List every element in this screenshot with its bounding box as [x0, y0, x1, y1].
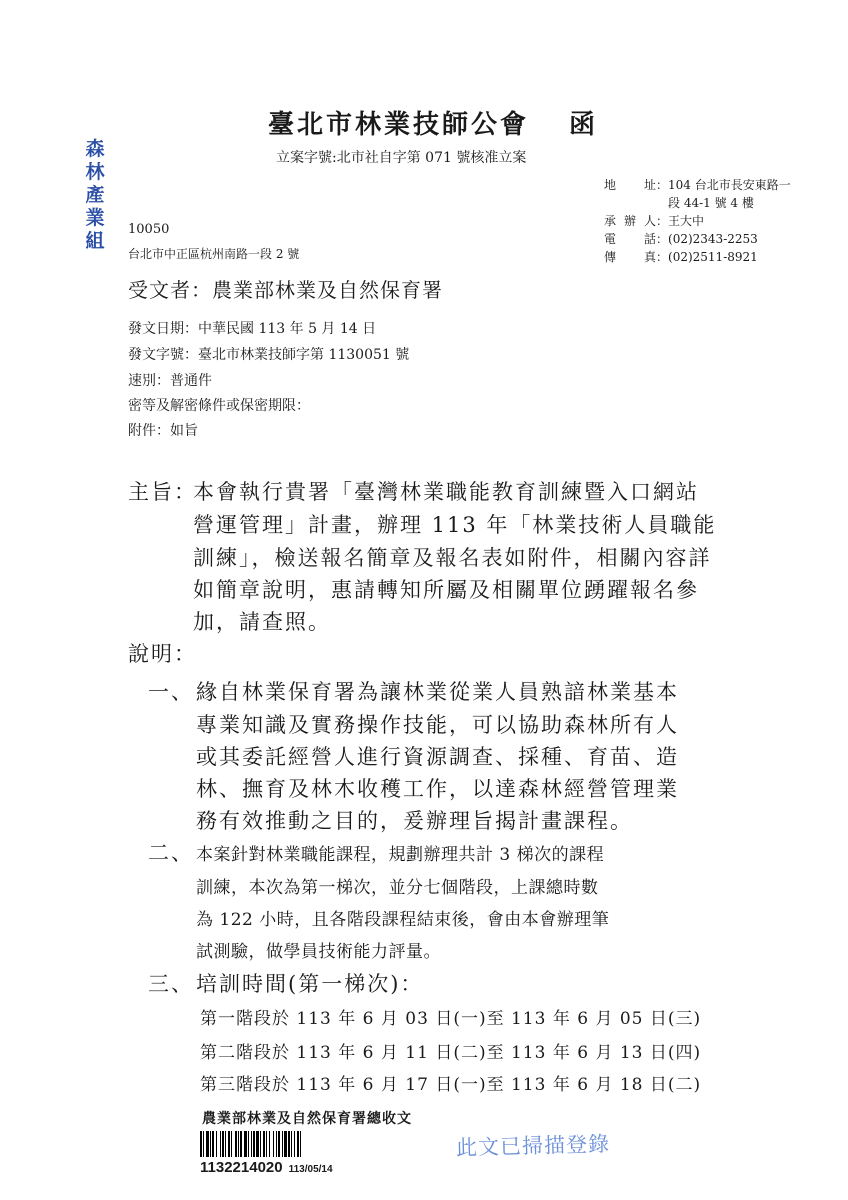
contact-row: 段 44-1 號 4 樓	[668, 196, 754, 210]
subject-line: 本會執行貴署「臺灣林業職能教育訓練暨入口網站	[193, 480, 699, 504]
item-line: 務有效推動之目的，爰辦理旨揭計畫課程。	[196, 809, 633, 833]
item-line: 或其委託經營人進行資源調查、採種、育苗、造	[196, 745, 679, 769]
subject-label: 主旨：	[128, 480, 197, 504]
subject-line: 訓練」，檢送報名簡章及報名表如附件，相關內容詳	[193, 546, 712, 570]
attachment: 附件：如旨	[128, 423, 198, 439]
subject-line: 營運管理」計畫，辦理 113 年「林業技術人員職能	[193, 513, 717, 537]
barcode	[200, 1131, 416, 1157]
contact-row: 電 話 ： (02)2343-2253	[604, 232, 758, 246]
receipt-number: 1132214020	[200, 1159, 283, 1176]
item-line: 訓練，本次為第一梯次，並分七個階段，上課總時數	[196, 878, 599, 898]
item-line: 林、撫育及林木收穫工作，以達森林經營管理業	[196, 777, 679, 801]
contact-row: 地 址 ： 104 台北市長安東路一	[604, 178, 791, 192]
issue-date: 發文日期：中華民國 113 年 5 月 14 日	[128, 321, 377, 337]
item-line: 本案針對林業職能課程，規劃辦理共計 3 梯次的課程	[196, 845, 605, 865]
scanned-note: 此文已掃描登錄	[455, 1131, 611, 1161]
receipt-number-line	[200, 1159, 416, 1176]
item-line: 試測驗，做學員技術能力評量。	[196, 942, 441, 962]
speed-class: 速別：普通件	[128, 373, 212, 389]
contact-row: 承辦人 ： 王大中	[604, 214, 705, 228]
receipt-heading: 農業部林業及自然保育署總收文	[202, 1111, 412, 1127]
contact-block	[604, 176, 791, 266]
recipient: 受文者：農業部林業及自然保育署	[128, 278, 443, 302]
explanation-label: 說明：	[128, 642, 197, 666]
schedule-line: 第三階段於 113 年 6 月 17 日(一)至 113 年 6 月 18 日(二)	[200, 1075, 702, 1095]
item-number: 二、	[148, 841, 194, 865]
item-line: 為 122 小時，且各階段課程結束後，會由本會辦理筆	[196, 910, 610, 930]
schedule-line: 第一階段於 113 年 6 月 03 日(一)至 113 年 6 月 05 日(三)	[200, 1009, 702, 1029]
schedule-line: 第二階段於 113 年 6 月 11 日(二)至 113 年 6 月 13 日(四)	[200, 1043, 702, 1063]
receipt-stamp	[200, 1108, 416, 1176]
document-title	[268, 104, 598, 141]
item-line: 培訓時間(第一梯次)：	[196, 972, 424, 996]
contact-row: 傳 真 ： (02)2511-8921	[604, 250, 758, 264]
item-line: 專業知識及實務操作技能，可以協助森林所有人	[196, 713, 679, 737]
document-number: 發文字號：臺北市林業技師字第 1130051 號	[128, 347, 410, 363]
item-number: 三、	[148, 972, 194, 996]
item-line: 緣自林業保育署為讓林業從業人員熟諳林業基本	[196, 680, 679, 704]
department-stamp: 森林產業組	[85, 138, 105, 252]
receipt-date: 113/05/14	[288, 1164, 333, 1175]
org-name: 臺北市林業技師公會	[268, 110, 530, 140]
subject-line: 如簡章說明，惠請轉知所屬及相關單位踴躍報名參	[193, 578, 699, 602]
security-class: 密等及解密條件或保密期限：	[128, 398, 310, 414]
zip-code: 10050	[128, 222, 170, 237]
recipient-address: 台北市中正區杭州南路一段 2 號	[128, 247, 300, 261]
subject-line: 加，請查照。	[193, 610, 331, 634]
doc-type: 函	[569, 110, 599, 140]
item-number: 一、	[148, 680, 194, 704]
license-number: 立案字號:北市社自字第 071 號核准立案	[276, 150, 527, 166]
